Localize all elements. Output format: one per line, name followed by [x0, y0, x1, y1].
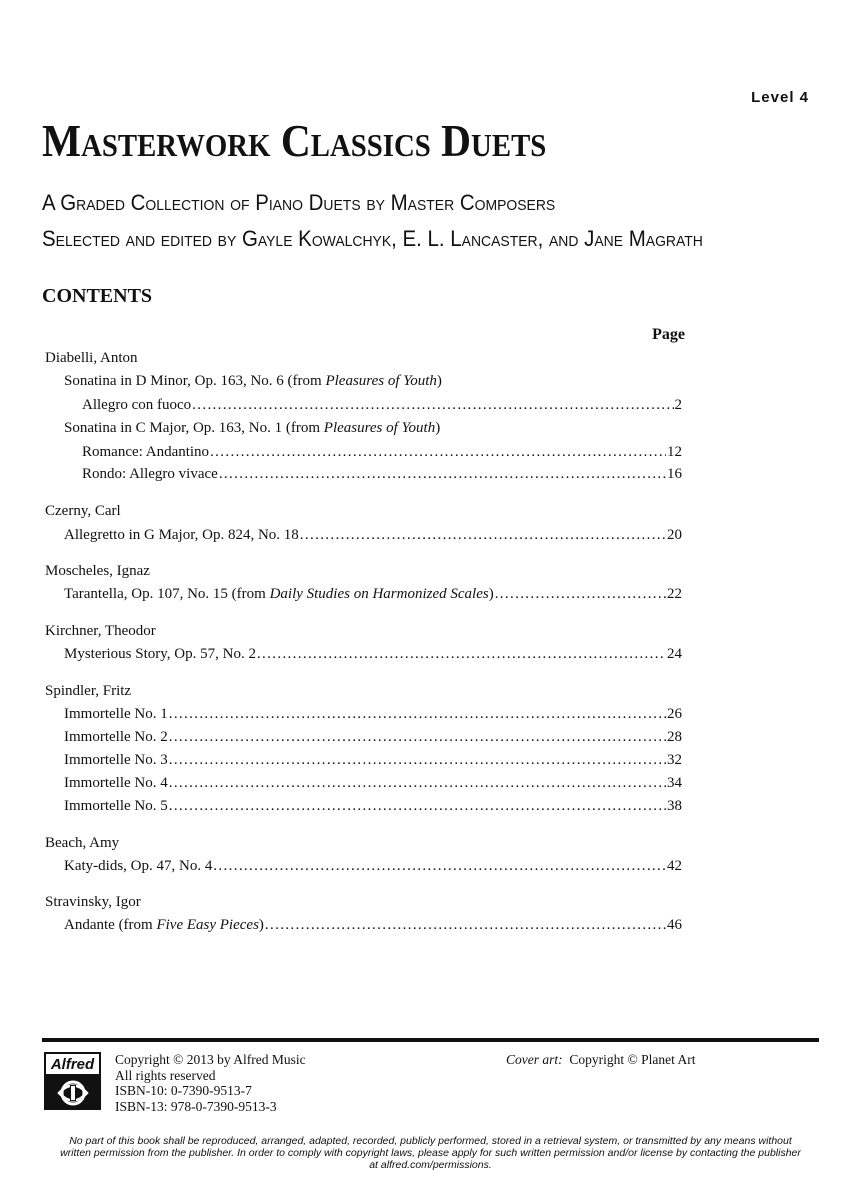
page-number: 20: [667, 527, 682, 543]
leader-dots: [169, 753, 666, 768]
leader-dots: [257, 647, 666, 662]
page-column-heading: Page: [652, 326, 685, 343]
footer-rule: [42, 1038, 819, 1042]
collection-title: Five Easy Pieces: [156, 917, 259, 933]
toc-entry: [64, 799, 682, 814]
book-title: Masterwork Classics Duets: [42, 115, 547, 166]
composer-moscheles: Moscheles, Ignaz: [45, 563, 150, 579]
work-title-close: ): [435, 420, 441, 436]
copyright-line: Copyright © 2013 by Alfred Music: [115, 1052, 306, 1067]
page-number: 38: [667, 798, 682, 814]
leader-dots: [169, 776, 666, 791]
page-number: 22: [667, 586, 682, 602]
work-title: Sonatina in C Major, Op. 163, No. 1 (from: [64, 420, 324, 436]
legal-notice: No part of this book shall be reproduced, arranged, adapted, recorded, publicly performed, stored in a retrieval system, or transmitted by any means without written permission from the publisher. In order to comply with copyright laws, please apply for such written permission and/or license by contacting the publisher at alfred.com/permissions.: [60, 1135, 801, 1171]
work-sonatina-c-major: [64, 421, 440, 436]
toc-entry: [64, 587, 682, 602]
entry-title: Allegro con fuoco: [82, 397, 192, 413]
contents-heading: CONTENTS: [42, 285, 153, 307]
toc-entry: [64, 753, 682, 768]
composer-czerny: Czerny, Carl: [45, 503, 121, 519]
entry-title-close: ): [258, 917, 264, 933]
entry-title: Immortelle No. 3: [64, 752, 168, 768]
entry-title: Romance: Andantino: [82, 444, 210, 460]
rights-line: All rights reserved: [115, 1067, 216, 1083]
leader-dots: [210, 445, 666, 460]
toc-entry: [64, 528, 682, 543]
leader-dots: [213, 859, 666, 874]
leader-dots: [300, 528, 666, 543]
composer-beach: Beach, Amy: [45, 835, 120, 851]
page-number: 16: [667, 466, 682, 482]
entry-title: Immortelle No. 5: [64, 798, 168, 814]
page-number: 34: [667, 775, 682, 791]
entry-title: Allegretto in G Major, Op. 824, No. 18: [64, 527, 299, 543]
toc-entry: [82, 398, 682, 413]
page-number: 26: [667, 706, 682, 722]
logo-emblem-graphic: [49, 1078, 97, 1108]
cover-art-credit: [506, 1052, 696, 1068]
copyright-block: [115, 1052, 306, 1114]
composer-kirchner: Kirchner, Theodor: [45, 623, 156, 639]
toc-entry: [82, 467, 682, 482]
leader-dots: [495, 587, 666, 602]
page-number: 2: [674, 397, 682, 413]
entry-title: [64, 587, 494, 602]
entry-title: Immortelle No. 2: [64, 729, 168, 745]
leader-dots: [265, 918, 666, 933]
cover-art-value: Copyright © Planet Art: [569, 1052, 696, 1067]
leader-dots: [192, 398, 673, 413]
collection-title: Pleasures of Youth: [323, 420, 436, 436]
toc-entry: [64, 730, 682, 745]
composer-spindler: Spindler, Fritz: [45, 683, 132, 699]
composer-stravinsky: Stravinsky, Igor: [45, 894, 141, 910]
entry-title: Katy-dids, Op. 47, No. 4: [64, 858, 213, 874]
level-label: Level 4: [751, 89, 809, 106]
toc-entry: [82, 445, 682, 460]
toc-entry: [64, 918, 682, 933]
work-title: Sonatina in D Minor, Op. 163, No. 6 (from: [64, 373, 326, 389]
logo-wordmark: Alfred: [46, 1054, 99, 1076]
alfred-music-logo-icon: [44, 1052, 101, 1110]
toc-entry: [64, 776, 682, 791]
entry-title-text: Tarantella, Op. 107, No. 15 (from: [64, 586, 270, 602]
toc-entry: [64, 647, 682, 662]
work-title-close: ): [436, 373, 442, 389]
entry-title: Rondo: Allegro vivace: [82, 466, 218, 482]
page-number: 32: [667, 752, 682, 768]
entry-title-close: ): [488, 586, 494, 602]
collection-title: Daily Studies on Harmonized Scales: [269, 586, 489, 602]
leader-dots: [219, 467, 666, 482]
book-subtitle: A Graded Collection of Piano Duets by Master Composers: [42, 190, 556, 215]
cover-art-label: Cover art:: [506, 1052, 563, 1067]
entry-title: Immortelle No. 1: [64, 706, 168, 722]
page-number: 46: [667, 917, 682, 933]
entry-title: [64, 918, 264, 933]
collection-title: Pleasures of Youth: [325, 373, 437, 389]
isbn13-line: ISBN-13: 978-0-7390-9513-3: [115, 1098, 277, 1114]
leader-dots: [169, 799, 666, 814]
page-number: 28: [667, 729, 682, 745]
entry-title: Mysterious Story, Op. 57, No. 2: [64, 646, 256, 662]
leader-dots: [169, 730, 666, 745]
page-number: 42: [667, 858, 682, 874]
logo-emblem: [46, 1076, 99, 1110]
entry-title-text: Andante (from: [64, 917, 157, 933]
leader-dots: [169, 707, 666, 722]
toc-entry: [64, 707, 682, 722]
entry-title: Immortelle No. 4: [64, 775, 168, 791]
toc-entry: [64, 859, 682, 874]
work-sonatina-d-minor: [64, 374, 442, 389]
page-number: 24: [667, 646, 682, 662]
editors-line: Selected and edited by Gayle Kowalchyk, E. L. Lancaster, and Jane Magrath: [42, 226, 703, 251]
page-number: 12: [667, 444, 682, 460]
isbn10-line: ISBN-10: 0-7390-9513-7: [115, 1083, 252, 1098]
composer-diabelli: Diabelli, Anton: [45, 350, 138, 366]
